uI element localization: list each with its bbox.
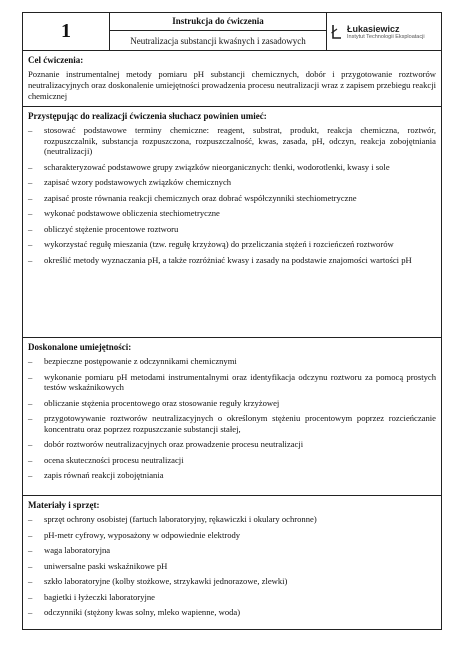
list-item: – wykonać podstawowe obliczenia stechiometryczne (28, 208, 436, 219)
header-title-block (110, 13, 327, 50)
header-title: Instrukcja do ćwiczenia (110, 13, 326, 31)
goal-section (22, 51, 442, 107)
list-item: – obliczyć stężenie procentowe roztworu (28, 224, 436, 235)
instruction-sheet (22, 12, 442, 630)
exercise-number: 1 (23, 13, 110, 50)
list-item: – zapis równań reakcji zobojętniania (28, 470, 436, 481)
header-subtitle: Neutralizacja substancji kwaśnych i zasadowych (130, 36, 306, 46)
list-item: – bagietki i łyżeczki laboratoryjne (28, 592, 436, 603)
list-item: – wykorzystać regułę mieszania (tzw. regułę krzyżową) do przeliczania stężeń i rozcieńczeń roztworów (28, 239, 436, 250)
list-item: – przygotowywanie roztworów neutralizacyjnych o określonym stężeniu procentowym poprzez rozcieńczanie koncentratu oraz poprzez rozpuszczanie substancji stałej, (28, 413, 436, 434)
goal-heading: Cel ćwiczenia: (28, 55, 84, 65)
list-item: – pH-metr cyfrowy, wyposażony w odpowiednie elektrody (28, 530, 436, 541)
goal-text: Poznanie instrumentalnej metody pomiaru pH substancji chemicznych, dobór i przygotowanie roztworów neutralizacyjnych oraz doskonalenie umiejętności prowadzenia procesu neutralizacji wraz z zapisem przebiegu reakcji chemicznej (28, 69, 436, 101)
list-item: – sprzęt ochrony osobistej (fartuch laboratoryjny, rękawiczki i okulary ochronne) (28, 514, 436, 525)
list-item: – bezpieczne postępowanie z odczynnikami chemicznymi (28, 356, 436, 367)
prereq-list (28, 125, 436, 265)
list-item: – zapisać wzory podstawowych związków chemicznych (28, 177, 436, 188)
lukasiewicz-logo-icon (331, 24, 343, 40)
skills-list (28, 356, 436, 481)
list-item: – szkło laboratoryjne (kolby stożkowe, strzykawki jednorazowe, zlewki) (28, 576, 436, 587)
header (22, 12, 442, 51)
list-item: – stosować podstawowe terminy chemiczne: reagent, substrat, produkt, reakcja chemiczna, roztwór, rozpuszczalnik, substancja rozpuszczona, rozpuszczalność, kwas, zasada, pH, odczyn, reakcja zobojętniania (neutralizacji) (28, 125, 436, 157)
skills-section (22, 338, 442, 496)
logo-subtitle: Instytut Technologii Eksploatacji (347, 33, 425, 40)
list-item: – zapisać proste równania reakcji chemicznych oraz dobrać współczynniki stechiometryczne (28, 193, 436, 204)
list-item: – określić metody wyznaczania pH, a także rozróżniać kwasy i zasady na podstawie znajomości wartości pH (28, 255, 436, 266)
skills-heading: Doskonalone umiejętności: (28, 342, 132, 352)
list-item: – obliczanie stężenia procentowego oraz stosowanie reguły krzyżowej (28, 398, 436, 409)
list-item: – ocena skuteczności procesu neutralizacji (28, 455, 436, 466)
list-item: – waga laboratoryjna (28, 545, 436, 556)
materials-section (22, 496, 442, 630)
materials-heading: Materiały i sprzęt: (28, 500, 100, 510)
list-item: – scharakteryzować podstawowe grupy związków nieorganicznych: tlenki, wodorotlenki, kwasy i sole (28, 162, 436, 173)
materials-list (28, 514, 436, 618)
prereq-heading: Przystępując do realizacji ćwiczenia słuchacz powinien umieć: (28, 111, 267, 121)
prereq-section (22, 107, 442, 338)
logo (327, 13, 441, 50)
logo-name: Łukasiewicz (347, 23, 400, 34)
list-item: – wykonanie pomiaru pH metodami instrumentalnymi oraz identyfikacja odczynu roztworu za pomocą prostych testów wskaźnikowych (28, 372, 436, 393)
list-item: – odczynniki (stężony kwas solny, mleko wapienne, woda) (28, 607, 436, 618)
list-item: – dobór roztworów neutralizacyjnych oraz prowadzenie procesu neutralizacji (28, 439, 436, 450)
list-item: – uniwersalne paski wskaźnikowe pH (28, 561, 436, 572)
